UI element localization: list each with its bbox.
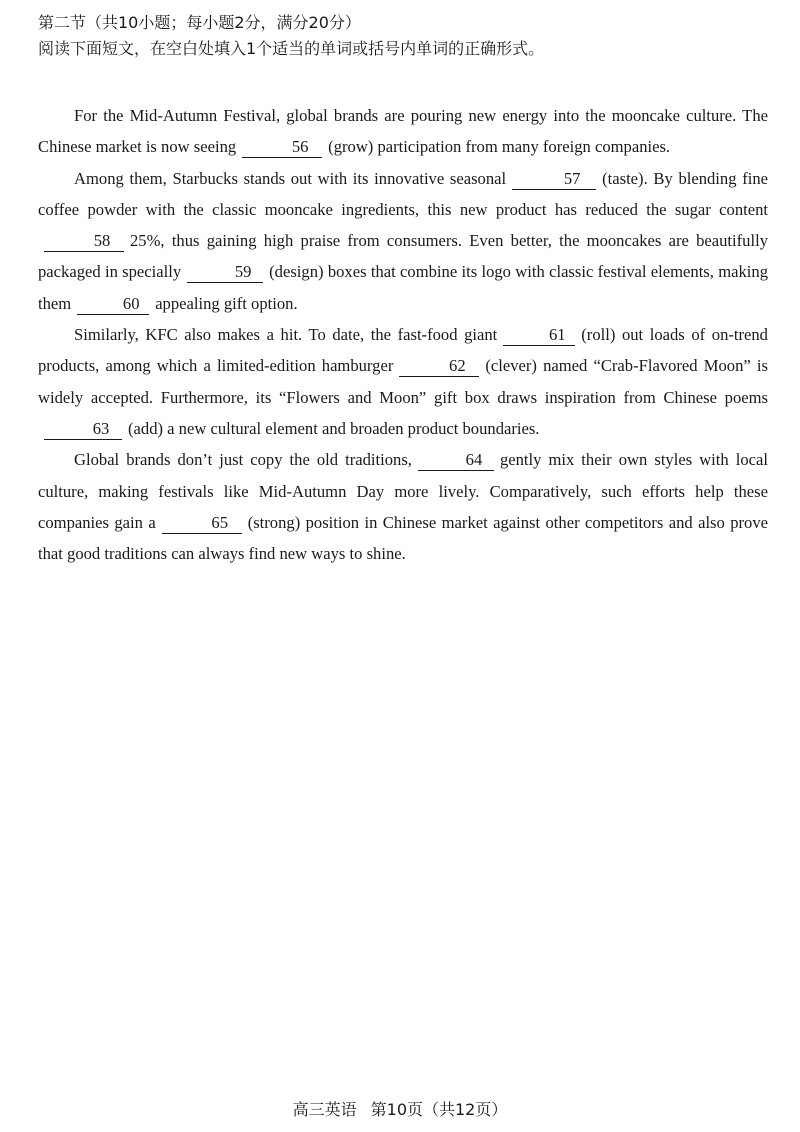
passage-text: Similarly, KFC also makes a hit. To date, the fast-food giant bbox=[74, 325, 498, 345]
passage-text: gently mix their own styles with local culture, making festivals like Mid-Autumn Day more lively. Comparatively, such efforts help these companies gain a bbox=[38, 450, 768, 532]
paragraph-3 bbox=[38, 319, 768, 444]
passage-text: 25%, thus gaining high praise from consumers. Even better, the mooncakes are beautifully packaged in specially bbox=[38, 231, 768, 282]
passage-text: appealing gift option. bbox=[155, 293, 298, 313]
passage-text: Global brands don’t just copy the old traditions, bbox=[74, 450, 412, 470]
passage-text: (add) a new cultural element and broaden product boundaries. bbox=[128, 418, 540, 438]
blank-60: 60 bbox=[77, 294, 149, 315]
passage-text: (grow) participation from many foreign companies. bbox=[328, 137, 671, 157]
passage-text: (design) boxes that combine its logo with classic festival elements, making them bbox=[38, 262, 768, 313]
section-title: 第二节（共10小题；每小题2分，满分20分） bbox=[38, 13, 361, 32]
passage-text: (taste). By blending fine coffee powder with the classic mooncake ingredients, this new product has reduced the sugar content bbox=[38, 168, 768, 219]
blank-63: 63 bbox=[44, 419, 122, 440]
blank-62: 62 bbox=[399, 356, 479, 377]
footer-page-number: 第10页（共12页） bbox=[370, 1100, 508, 1119]
blank-65: 65 bbox=[162, 513, 242, 534]
page-footer bbox=[0, 1098, 800, 1122]
passage-text: For the Mid-Autumn Festival, global brands are pouring new energy into the mooncake culture. The Chinese market is now seeing bbox=[38, 106, 768, 157]
blank-57: 57 bbox=[512, 169, 596, 190]
blank-59: 59 bbox=[187, 262, 263, 283]
reading-passage bbox=[38, 100, 768, 569]
passage-text: (roll) out loads of on-trend products, among which a limited-edition hamburger bbox=[38, 325, 768, 376]
passage-text: (clever) named “Crab-Flavored Moon” is widely accepted. Furthermore, its “Flowers and Moon” gift box draws inspiration from Chinese poems bbox=[38, 356, 768, 407]
paragraph-2 bbox=[38, 163, 768, 319]
paragraph-4 bbox=[38, 444, 768, 569]
paragraph-1 bbox=[38, 100, 768, 163]
passage-text: (strong) position in Chinese market against other competitors and also prove that good traditions can always find new ways to shine. bbox=[38, 512, 768, 564]
section-header bbox=[38, 10, 778, 62]
blank-58: 58 bbox=[44, 231, 124, 252]
blank-64: 64 bbox=[418, 450, 494, 471]
passage-text: Among them, Starbucks stands out with its innovative seasonal bbox=[74, 168, 507, 188]
footer-subject: 高三英语 bbox=[292, 1100, 357, 1119]
instruction-text: 阅读下面短文，在空白处填入1个适当的单词或括号内单词的正确形式。 bbox=[38, 39, 545, 58]
blank-56: 56 bbox=[242, 137, 322, 158]
blank-61: 61 bbox=[503, 325, 575, 346]
